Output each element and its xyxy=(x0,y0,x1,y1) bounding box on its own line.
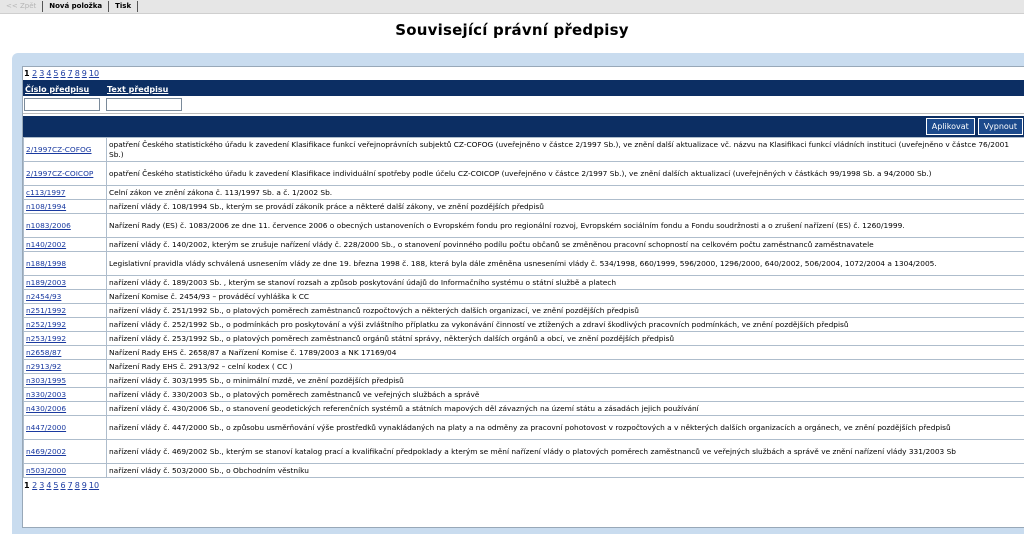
apply-button[interactable]: Aplikovat xyxy=(926,118,975,135)
regulation-number-cell xyxy=(24,304,107,318)
pager-link-3[interactable]: 3 xyxy=(39,481,45,490)
column-number-sort-link[interactable]: Číslo předpisu xyxy=(25,85,90,94)
pager-link-4[interactable]: 4 xyxy=(46,69,52,78)
regulation-number-cell xyxy=(24,346,107,360)
regulation-number-cell xyxy=(24,138,107,162)
regulation-number-link[interactable]: n503/2000 xyxy=(26,465,67,475)
pager-link-6[interactable]: 6 xyxy=(60,69,66,78)
back-button[interactable]: << Zpět xyxy=(0,1,43,12)
regulation-number-link[interactable]: n2658/87 xyxy=(26,347,62,357)
regulation-number-link[interactable]: n447/2000 xyxy=(26,422,67,432)
regulations-panel xyxy=(22,66,1024,528)
print-button[interactable]: Tisk xyxy=(109,1,138,12)
table-row xyxy=(24,304,1024,318)
table-row xyxy=(24,360,1024,374)
table-row xyxy=(24,276,1024,290)
pager-link-9[interactable]: 9 xyxy=(81,69,87,78)
regulation-number-link[interactable]: n303/1995 xyxy=(26,375,67,385)
new-item-button[interactable]: Nová položka xyxy=(43,1,109,12)
regulation-number-cell xyxy=(24,186,107,200)
regulation-number-link[interactable]: n430/2006 xyxy=(26,403,67,413)
regulation-number-cell xyxy=(24,402,107,416)
regulation-text-cell: nařízení vlády č. 430/2006 Sb., o stanovení geodetických referenčních systémů a státních mapových děl závazných na území státu a zásadách jejich používání xyxy=(107,402,1024,416)
pager-link-10[interactable]: 10 xyxy=(88,69,100,78)
pager-link-2[interactable]: 2 xyxy=(32,69,38,78)
regulation-number-link[interactable]: n330/2003 xyxy=(26,389,67,399)
pager-link-2[interactable]: 2 xyxy=(32,481,38,490)
regulation-number-link[interactable]: n188/1998 xyxy=(26,258,67,268)
table-row xyxy=(24,290,1024,304)
regulation-text-cell: Nařízení Rady EHS č. 2658/87 a Nařízení Komise č. 1789/2003 a NK 17169/04 xyxy=(107,346,1024,360)
regulation-number-link[interactable]: n469/2002 xyxy=(26,446,67,456)
regulation-number-cell xyxy=(24,464,107,478)
regulation-number-cell xyxy=(24,388,107,402)
pager-link-6[interactable]: 6 xyxy=(60,481,66,490)
regulation-number-cell xyxy=(24,440,107,464)
column-text-sort-link[interactable]: Text předpisu xyxy=(107,85,169,94)
pager-link-9[interactable]: 9 xyxy=(81,481,87,490)
pager-link-7[interactable]: 7 xyxy=(67,69,73,78)
table-row xyxy=(24,238,1024,252)
table-row xyxy=(24,374,1024,388)
table-row xyxy=(24,416,1024,440)
regulation-text-cell: Nařízení Komise č. 2454/93 – prováděcí vyhláška k CC xyxy=(107,290,1024,304)
page-title: Související právní předpisy xyxy=(395,21,629,39)
regulation-number-cell xyxy=(24,252,107,276)
table-row xyxy=(24,346,1024,360)
regulation-text-cell: Legislativní pravidla vlády schválená usnesením vlády ze dne 19. března 1998 č. 188, která byla dále změněna usneseními vlády č. 534/1998, 660/1999, 596/2000, 1296/2000, 640/2002, 506/2004, 1072/2004 a 1304/2005. xyxy=(107,252,1024,276)
pager-link-8[interactable]: 8 xyxy=(74,69,80,78)
pager-link-5[interactable]: 5 xyxy=(53,69,59,78)
pager-links xyxy=(32,481,101,490)
table-row xyxy=(24,440,1024,464)
regulation-number-link[interactable]: n252/1992 xyxy=(26,319,67,329)
regulation-number-link[interactable]: n251/1992 xyxy=(26,305,67,315)
regulation-text-cell: nařízení vlády č. 108/1994 Sb., kterým se provádí zákoník práce a některé další zákony, ve znění pozdějších předpisů xyxy=(107,200,1024,214)
filter-buttons xyxy=(23,116,1024,137)
regulation-number-cell xyxy=(24,318,107,332)
table-row xyxy=(24,162,1024,186)
filter-row xyxy=(23,96,1024,114)
regulation-number-cell xyxy=(24,374,107,388)
regulation-text-cell: nařízení vlády č. 253/1992 Sb., o platových poměrech zaměstnanců orgánů státní správy, některých dalších orgánů a obcí, ve znění pozdějších předpisů xyxy=(107,332,1024,346)
regulation-text-cell: Nařízení Rady (ES) č. 1083/2006 ze dne 11. července 2006 o obecných ustanoveních o Evropském fondu pro regionální rozvoj, Evropském sociálním fondu a Fondu soudržnosti a o zrušení nařízení (ES) č. 1260/1999. xyxy=(107,214,1024,238)
regulation-number-link[interactable]: n140/2002 xyxy=(26,239,67,249)
table-row xyxy=(24,318,1024,332)
regulation-number-cell xyxy=(24,332,107,346)
regulations-table xyxy=(23,137,1024,478)
pager-link-7[interactable]: 7 xyxy=(67,481,73,490)
turn-off-button[interactable]: Vypnout xyxy=(978,118,1023,135)
regulation-number-cell xyxy=(24,416,107,440)
regulation-text-cell: nařízení vlády č. 330/2003 Sb., o platových poměrech zaměstnanců ve veřejných službách a správě xyxy=(107,388,1024,402)
pager-link-8[interactable]: 8 xyxy=(74,481,80,490)
pager-link-3[interactable]: 3 xyxy=(39,69,45,78)
pager-link-5[interactable]: 5 xyxy=(53,481,59,490)
regulation-number-link[interactable]: n1083/2006 xyxy=(26,220,71,230)
regulation-number-link[interactable]: n2913/92 xyxy=(26,361,62,371)
regulation-number-cell xyxy=(24,360,107,374)
regulation-number-link[interactable]: 2/1997CZ-COICOP xyxy=(26,168,94,178)
regulation-text-cell: nařízení vlády č. 252/1992 Sb., o podmínkách pro poskytování a výši zvláštního příplatku za vykonávání činností ve ztížených a zdraví škodlivých pracovních podmínkách, ve znění pozdějších předpisů xyxy=(107,318,1024,332)
pager-top xyxy=(23,67,1024,80)
pager-link-4[interactable]: 4 xyxy=(46,481,52,490)
table-row xyxy=(24,186,1024,200)
table-row xyxy=(24,200,1024,214)
text-filter-input[interactable] xyxy=(106,98,182,111)
regulation-number-cell xyxy=(24,290,107,304)
regulation-number-cell xyxy=(24,276,107,290)
regulation-number-link[interactable]: n108/1994 xyxy=(26,201,67,211)
regulation-text-cell: nařízení vlády č. 140/2002, kterým se zrušuje nařízení vlády č. 228/2000 Sb., o stanovení povinného podílu počtu občanů se změněnou pracovní schopností na celkovém počtu zaměstnanců zaměstnavatele xyxy=(107,238,1024,252)
regulation-number-link[interactable]: c113/1997 xyxy=(26,187,66,197)
regulation-text-cell: opatření Českého statistického úřadu k zavedení Klasifikace funkcí veřejnoprávních subjektů CZ-COFOG (uveřejněno v částce 2/1997 Sb.), ve znění další aktualizace vč. názvu na Klasifikaci funkcí vládních instituci (uveřejněno v částce 76/2001 Sb.) xyxy=(107,138,1024,162)
regulation-number-cell xyxy=(24,200,107,214)
table-row xyxy=(24,332,1024,346)
number-filter-input[interactable] xyxy=(24,98,100,111)
regulation-text-cell: nařízení vlády č. 469/2002 Sb., kterým se stanoví katalog prací a kvalifikační předpoklady a kterým se mění nařízení vlády o platových poměrech zaměstnanců ve veřejných službách a správě ve znění nařízení vlády 331/2003 Sb xyxy=(107,440,1024,464)
table-row xyxy=(24,388,1024,402)
regulation-text-cell: opatření Českého statistického úřadu k zavedení Klasifikace individuální spotřeby podle účelu CZ-COICOP (uveřejněno v částce 2/1997 Sb.), ve znění dalších aktualizací (uveřejněných v částkách 99/1998 Sb. a 94/2000 Sb.) xyxy=(107,162,1024,186)
pager-bottom xyxy=(23,479,1024,492)
content-frame xyxy=(12,53,1024,534)
regulation-number-link[interactable]: n189/2003 xyxy=(26,277,67,287)
toolbar xyxy=(0,0,1024,14)
regulation-number-link[interactable]: 2/1997CZ-COFOG xyxy=(26,144,92,154)
regulation-text-cell: nařízení vlády č. 447/2000 Sb., o způsobu usměrňování výše prostředků vynakládaných na platy a na odměny za pracovní pohotovost v rozpočtových a v některých dalších organizacích a orgánech, ve znění pozdějších předpisů xyxy=(107,416,1024,440)
table-row xyxy=(24,138,1024,162)
regulation-text-cell: nařízení vlády č. 189/2003 Sb. , kterým se stanoví rozsah a způsob poskytování údajů do Informačního systému o státní službě a platech xyxy=(107,276,1024,290)
regulation-number-link[interactable]: n2454/93 xyxy=(26,291,62,301)
regulation-text-cell: nařízení vlády č. 303/1995 Sb., o minimální mzdě, ve znění pozdějších předpisů xyxy=(107,374,1024,388)
pager-current-page: 1 xyxy=(24,69,30,78)
table-row xyxy=(24,402,1024,416)
regulation-number-cell xyxy=(24,214,107,238)
regulation-number-cell xyxy=(24,238,107,252)
pager-current-page: 1 xyxy=(24,481,30,490)
table-row xyxy=(24,464,1024,478)
pager-link-10[interactable]: 10 xyxy=(88,481,100,490)
table-header xyxy=(23,80,1024,96)
regulation-number-link[interactable]: n253/1992 xyxy=(26,333,67,343)
regulation-number-cell xyxy=(24,162,107,186)
pager-links xyxy=(32,69,101,78)
regulation-text-cell: nařízení vlády č. 503/2000 Sb., o Obchodním věstníku xyxy=(107,464,1024,478)
regulation-text-cell: nařízení vlády č. 251/1992 Sb., o platových poměrech zaměstnanců rozpočtových a některých dalších organizací, ve znění pozdějších předpisů xyxy=(107,304,1024,318)
regulation-text-cell: Celní zákon ve znění zákona č. 113/1997 Sb. a č. 1/2002 Sb. xyxy=(107,186,1024,200)
regulation-text-cell: Nařízení Rady EHS č. 2913/92 – celní kodex ( CC ) xyxy=(107,360,1024,374)
table-row xyxy=(24,252,1024,276)
table-row xyxy=(24,214,1024,238)
